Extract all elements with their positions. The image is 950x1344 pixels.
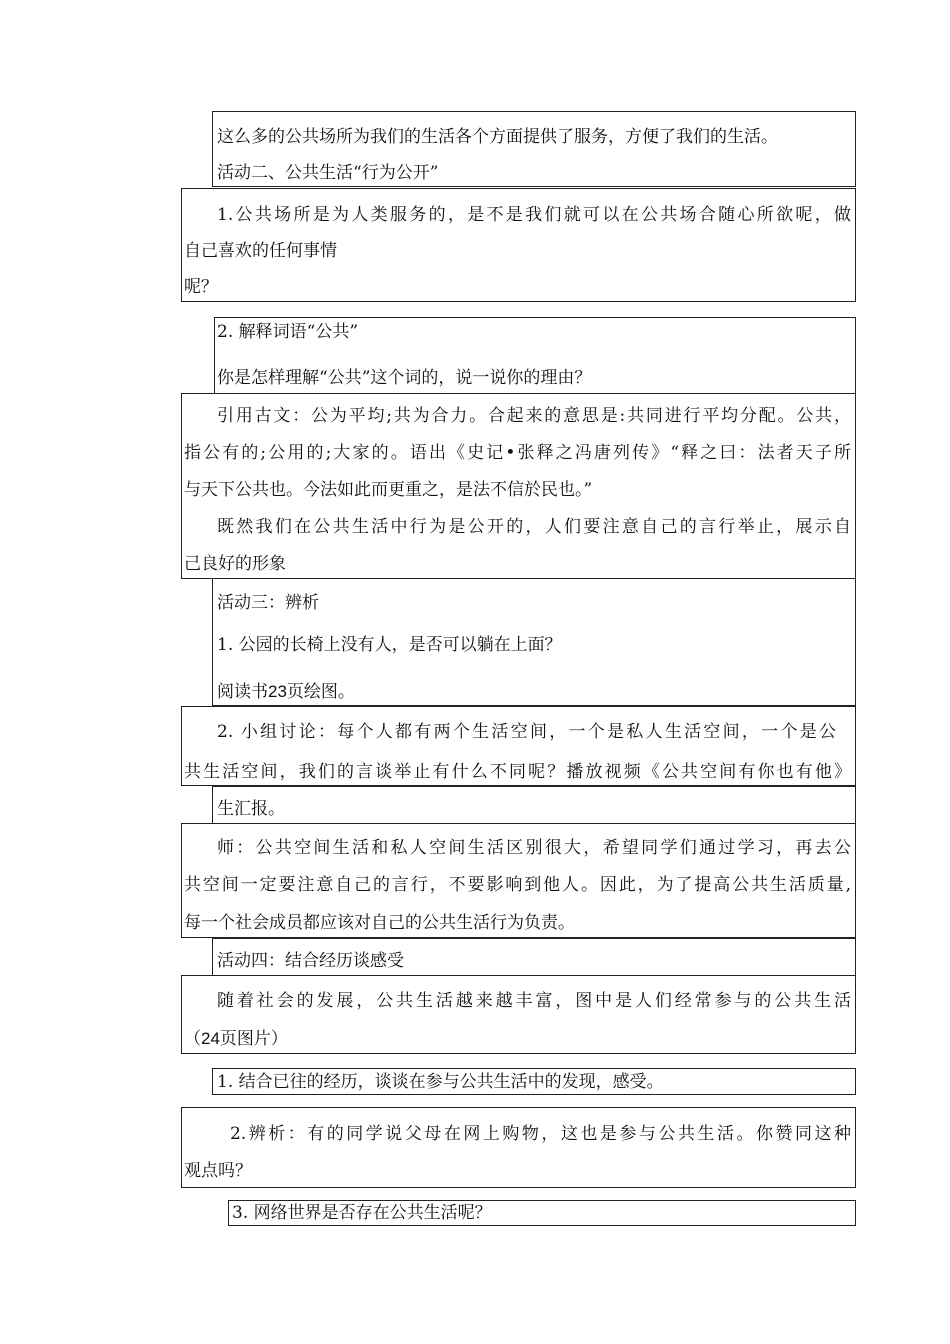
text-line: 生汇报。 [217, 799, 285, 819]
section-heading: 活动三：辨析 [217, 593, 319, 613]
text-line: 己良好的形象 [184, 554, 286, 574]
text-line: （24页图片） [184, 1029, 288, 1049]
text-line: 2.辨析：有的同学说父母在网上购物，这也是参与公共生活。你赞同这种 [230, 1124, 851, 1144]
text-line: 师：公共空间生活和私人空间生活区别很大，希望同学们通过学习，再去公 [217, 838, 851, 858]
text-line: 共生活空间，我们的言谈举止有什么不同呢？播放视频《公共空间有你也有他》 [184, 762, 851, 782]
text-line: 与天下公共也。今法如此而更重之，是法不信於民也。” [184, 480, 593, 500]
text-line: 3. 网络世界是否存在公共生活呢？ [232, 1203, 492, 1223]
text-line: 每一个社会成员都应该对自己的公共生活行为负责。 [184, 913, 575, 933]
text-line: 2. 解释词语“公共” [217, 322, 359, 342]
text-box-7 [212, 786, 856, 824]
text-line: 1. 公园的长椅上没有人，是否可以躺在上面？ [217, 635, 562, 655]
text-line: 共空间一定要注意自己的言行，不要影响到他人。因此，为了提高公共生活质量, [184, 875, 851, 895]
text-line: 呢？ [184, 277, 218, 297]
text-line: 你是怎样理解“公共”这个词的，说一说你的理由？ [217, 368, 592, 388]
section-heading: 活动四：结合经历谈感受 [217, 951, 404, 971]
text-line: 1. 结合已往的经历，谈谈在参与公共生活中的发现，感受。 [217, 1072, 664, 1092]
text-line: 阅读书23页绘图。 [217, 682, 355, 702]
text-line: 2. 小组讨论：每个人都有两个生活空间，一个是私人生活空间，一个是公 [217, 722, 836, 742]
text-line: 这么多的公共场所为我们的生活各个方面提供了服务，方便了我们的生活。 [217, 127, 778, 147]
text-line: 1.公共场所是为人类服务的，是不是我们就可以在公共场合随心所欲呢，做 [217, 205, 851, 225]
text-line: 观点吗？ [184, 1161, 252, 1181]
text-box-12 [181, 1107, 856, 1188]
text-line: 引用古文：公为平均;共为合力。合起来的意思是:共同进行平均分配。公共， [217, 406, 851, 426]
text-line: 自己喜欢的任何事情 [184, 241, 337, 261]
text-line: 指公有的;公用的;大家的。语出《史记•张释之冯唐列传》“释之曰：法者天子所 [184, 443, 851, 463]
text-line: 既然我们在公共生活中行为是公开的，人们要注意自己的言行举止，展示自 [217, 517, 851, 537]
section-heading: 活动二、公共生活“行为公开” [217, 163, 439, 183]
text-line: 随着社会的发展，公共生活越来越丰富，图中是人们经常参与的公共生活 [217, 991, 851, 1011]
